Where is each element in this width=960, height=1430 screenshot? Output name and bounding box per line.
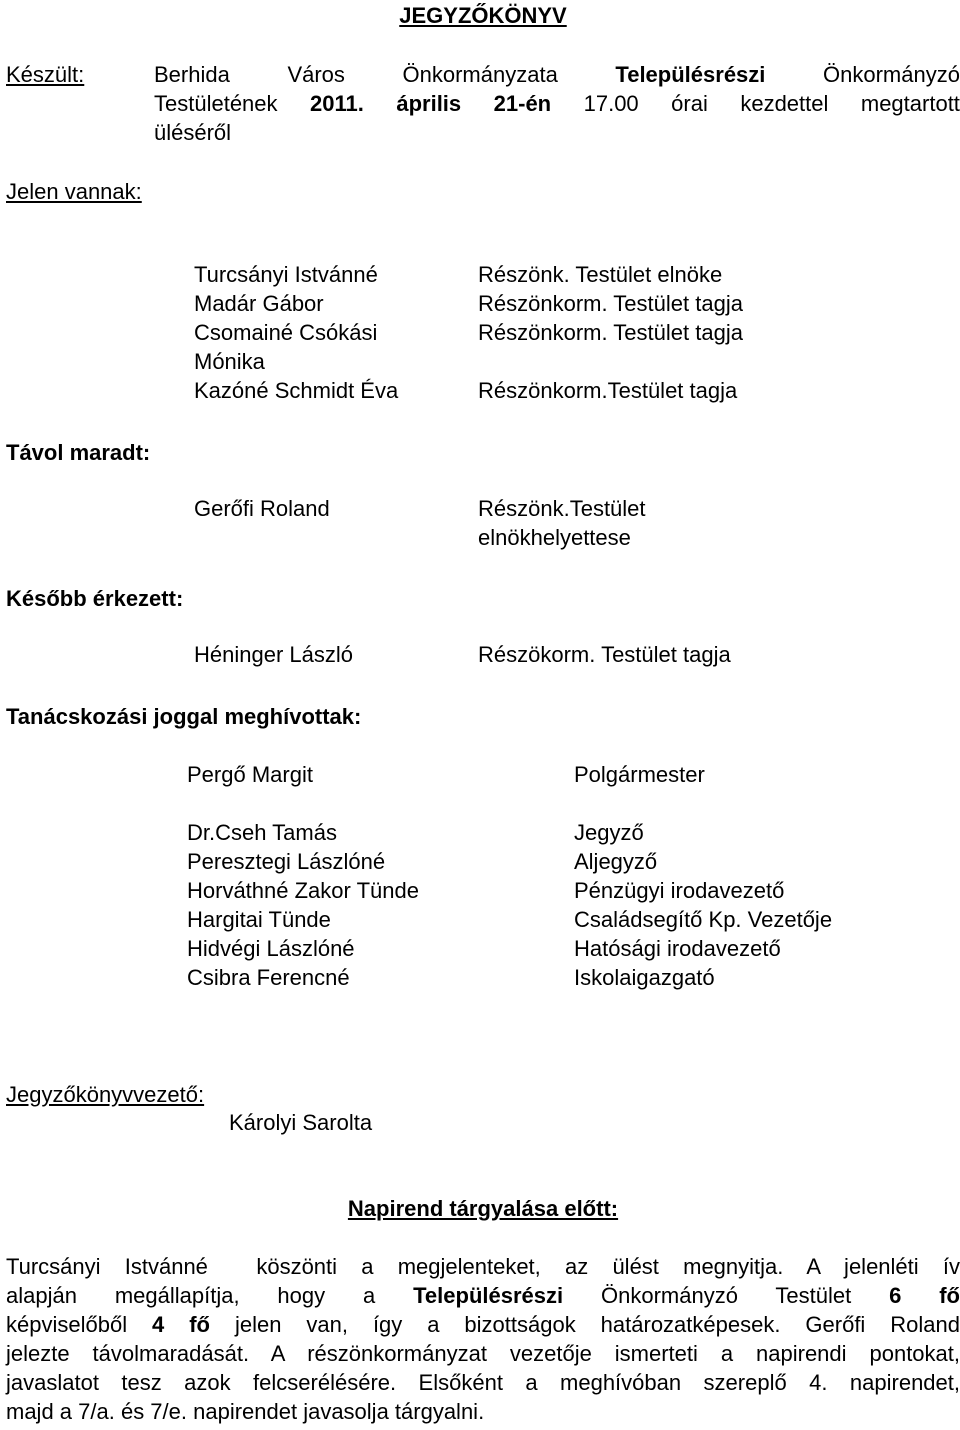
paragraph-text: képviselőből (6, 1312, 153, 1337)
header-word: órai (671, 91, 708, 116)
person-role: Iskolaigazgató (574, 965, 715, 990)
header-word: Településrészi (615, 62, 766, 87)
recorder-name: Károlyi Sarolta (229, 1110, 373, 1135)
header-line-3: üléséről (154, 120, 232, 145)
header-line-1 (154, 60, 960, 89)
person-role: Hatósági irodavezető (574, 936, 781, 961)
header-word: április (396, 91, 462, 116)
advisory-roles (574, 818, 832, 992)
header-word: Önkormányzó (823, 62, 960, 87)
absent-role-line2: elnökhelyettese (478, 525, 631, 550)
person-name: Horváthné Zakor Tünde (187, 878, 419, 903)
header-word: 2011. (310, 91, 364, 116)
advisory-names (187, 818, 419, 992)
advisory-first-role: Polgármester (574, 762, 705, 787)
person-name: Madár Gábor (194, 291, 324, 316)
person-name: Mónika (194, 349, 265, 374)
person-role: Részönkorm. Testület tagja (478, 320, 743, 345)
person-name: Csomainé Csókási (194, 320, 378, 345)
person-role (478, 347, 743, 376)
paragraph-text: Turcsányi Istvánné köszönti a megjelenteket, az ülést megnyitja. A jelenléti ív (6, 1254, 960, 1279)
advisory-label: Tanácskozási joggal meghívottak: (6, 704, 362, 729)
paragraph-line (6, 1281, 960, 1310)
paragraph-bold-text: Településrészi (413, 1283, 564, 1308)
paragraph-text: javaslatot tesz azok felcserélésére. Elsőként a meghívóban szereplő 4. napirendet, (6, 1370, 960, 1395)
paragraph-text: majd a 7/a. és 7/e. napirendet javasolja tárgyalni. (6, 1399, 485, 1424)
paragraph-line (6, 1339, 960, 1368)
paragraph-text: Önkormányzó Testület (601, 1283, 890, 1308)
person-role: Részönkorm. Testület tagja (478, 291, 743, 316)
person-role: Aljegyző (574, 849, 658, 874)
person-role: Részönk. Testület elnöke (478, 262, 723, 287)
absent-role-line1: Részönk.Testület (478, 496, 646, 521)
section-heading: Napirend tárgyalása előtt: (347, 1196, 619, 1221)
late-role: Részökorm. Testület tagja (478, 642, 731, 667)
header-word: Önkormányzata (402, 62, 558, 87)
header-line-2 (154, 89, 960, 118)
person-name: Turcsányi Istvánné (194, 262, 378, 287)
person-name: Hargitai Tünde (187, 907, 331, 932)
paragraph-text: jelen van, így a bizottságok határozatképesek. Gerőfi Roland (234, 1312, 960, 1337)
absent-name: Gerőfi Roland (194, 496, 330, 521)
person-name: Peresztegi Lászlóné (187, 849, 386, 874)
paragraph-bold-text: 6 fő (889, 1283, 960, 1308)
person-role: Családsegítő Kp. Vezetője (574, 907, 833, 932)
header-word: Testületének (154, 91, 278, 116)
paragraph-bold-text: 4 fő (152, 1312, 210, 1337)
document-title: JEGYZŐKÖNYV (399, 3, 567, 28)
person-role: Jegyző (574, 820, 644, 845)
present-roles (478, 260, 743, 405)
paragraph-line (6, 1310, 960, 1339)
keszult-label: Készült: (6, 62, 85, 87)
present-label: Jelen vannak: (6, 179, 142, 204)
header-word: Város (287, 62, 345, 87)
header-word: 17.00 (583, 91, 639, 116)
header-word: kezdettel (740, 91, 829, 116)
paragraph-text: jelezte távolmaradását. A részönkormányzat vezetője ismerteti a napirendi pontokat, (6, 1341, 960, 1366)
header-word: Berhida (154, 62, 230, 87)
body-paragraph (6, 1252, 960, 1426)
person-name: Dr.Cseh Tamás (187, 820, 337, 845)
paragraph-line (6, 1252, 960, 1281)
late-label: Később érkezett: (6, 586, 184, 611)
header-word: megtartott (860, 91, 960, 116)
person-name: Csibra Ferencné (187, 965, 350, 990)
paragraph-line (6, 1368, 960, 1397)
paragraph-text: alapján megállapítja, hogy a (6, 1283, 414, 1308)
person-role: Pénzügyi irodavezető (574, 878, 785, 903)
paragraph-line (6, 1397, 960, 1426)
recorder-label: Jegyzőkönyvvezető: (6, 1082, 205, 1107)
advisory-first-name: Pergő Margit (187, 762, 313, 787)
person-role: Részönkorm.Testület tagja (478, 378, 738, 403)
header-word: 21-én (493, 91, 552, 116)
person-name: Hidvégi Lászlóné (187, 936, 355, 961)
person-name: Kazóné Schmidt Éva (194, 378, 399, 403)
present-names (194, 260, 398, 405)
late-name: Héninger László (194, 642, 353, 667)
absent-label: Távol maradt: (6, 440, 151, 465)
